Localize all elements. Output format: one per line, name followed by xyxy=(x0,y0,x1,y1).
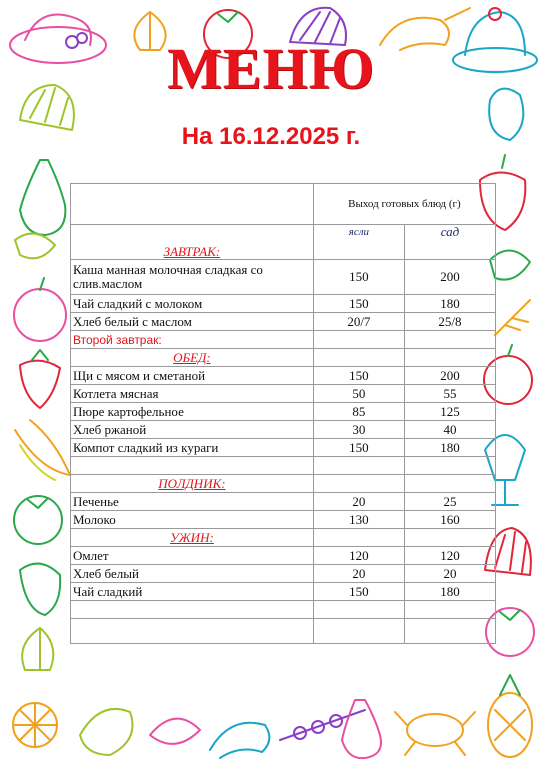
crab-icon xyxy=(395,712,475,755)
empty-cell xyxy=(404,457,495,475)
table-row xyxy=(71,583,496,601)
empty-cell xyxy=(313,619,404,644)
kebab-icon xyxy=(280,710,365,740)
dish-name: Хлеб ржаной xyxy=(71,421,314,439)
nursery-portion: 50 xyxy=(313,385,404,403)
nursery-portion: 20 xyxy=(313,565,404,583)
tomato-icon xyxy=(14,496,62,544)
dish-name: Котлета мясная xyxy=(71,385,314,403)
table-row xyxy=(71,295,496,313)
empty-cell xyxy=(404,331,495,349)
empty-cell xyxy=(404,349,495,367)
dish-name: Пюре картофельное xyxy=(71,403,314,421)
table-row xyxy=(71,439,496,457)
garden-portion: 20 xyxy=(404,565,495,583)
section-breakfast: ЗАВТРАК: xyxy=(71,225,314,260)
dish-name: Компот сладкий из кураги xyxy=(71,439,314,457)
nursery-portion: 20/7 xyxy=(313,313,404,331)
dish-name: Каша манная молочная сладкая со слив.маслом xyxy=(71,260,314,295)
empty-cell xyxy=(313,601,404,619)
empty-row xyxy=(71,601,496,619)
garden-portion: 180 xyxy=(404,295,495,313)
nursery-portion: 150 xyxy=(313,367,404,385)
nursery-portion: 85 xyxy=(313,403,404,421)
empty-cell xyxy=(71,457,314,475)
garden-portion: 200 xyxy=(404,367,495,385)
nursery-portion: 150 xyxy=(313,295,404,313)
leaf-icon xyxy=(495,300,530,335)
section-lunch: ОБЕД: xyxy=(71,349,314,367)
dish-name: Щи с мясом и сметаной xyxy=(71,367,314,385)
nursery-portion: 150 xyxy=(313,439,404,457)
table-row xyxy=(71,547,496,565)
leaf-icon xyxy=(490,250,530,279)
section-row xyxy=(71,349,496,367)
pear-icon xyxy=(342,700,381,758)
table-row xyxy=(71,331,496,349)
nursery-portion: 30 xyxy=(313,421,404,439)
section-row xyxy=(71,529,496,547)
empty-cell xyxy=(313,349,404,367)
lemon-icon xyxy=(80,709,133,755)
table-row xyxy=(71,313,496,331)
table-row xyxy=(71,260,496,295)
table-row xyxy=(71,493,496,511)
table-row xyxy=(71,511,496,529)
empty-cell xyxy=(71,601,314,619)
banana-icon xyxy=(15,420,70,480)
menu-table xyxy=(70,183,496,644)
empty-row xyxy=(71,619,496,644)
strawberry-icon xyxy=(20,350,60,408)
empty-cell xyxy=(404,475,495,493)
table-row xyxy=(71,403,496,421)
empty-cell xyxy=(313,475,404,493)
garden-portion: 125 xyxy=(404,403,495,421)
pineapple-icon xyxy=(488,675,532,757)
kindergarten-header: сад xyxy=(404,225,495,260)
garden-portion: 180 xyxy=(404,583,495,601)
table-row xyxy=(71,385,496,403)
empty-cell xyxy=(404,619,495,644)
empty-cell xyxy=(71,619,314,644)
empty-row xyxy=(71,457,496,475)
table-row xyxy=(71,421,496,439)
garden-portion: 200 xyxy=(404,260,495,295)
garden-portion: 25/8 xyxy=(404,313,495,331)
nursery-header: ясли xyxy=(313,225,404,260)
empty-cell xyxy=(313,529,404,547)
empty-cell xyxy=(313,331,404,349)
pepper-icon xyxy=(20,564,60,615)
empty-cell xyxy=(404,529,495,547)
dish-name: Печенье xyxy=(71,493,314,511)
lemon-icon xyxy=(13,703,57,747)
header-blank-cell xyxy=(71,184,314,225)
table-header-row xyxy=(71,184,496,225)
dish-name: Омлет xyxy=(71,547,314,565)
menu-date: На 16.12.2025 г. xyxy=(181,123,361,150)
empty-cell xyxy=(313,457,404,475)
menu-title: МЕНЮ xyxy=(167,36,375,101)
table-subheader-row xyxy=(71,225,496,260)
garlic-icon xyxy=(22,628,53,670)
garden-portion: 180 xyxy=(404,439,495,457)
garden-portion: 120 xyxy=(404,547,495,565)
shrimp-icon xyxy=(210,723,269,758)
table-row xyxy=(71,565,496,583)
garden-portion: 55 xyxy=(404,385,495,403)
leaf-icon xyxy=(15,234,55,259)
dish-name: Хлеб белый xyxy=(71,565,314,583)
dish-name: Чай сладкий xyxy=(71,583,314,601)
garden-portion: 25 xyxy=(404,493,495,511)
dish-name: Чай сладкий с молоком xyxy=(71,295,314,313)
nursery-portion: 120 xyxy=(313,547,404,565)
nursery-portion: 130 xyxy=(313,511,404,529)
nursery-portion: 20 xyxy=(313,493,404,511)
section-row xyxy=(71,475,496,493)
section-snack: ПОЛДНИК: xyxy=(71,475,314,493)
apple-icon xyxy=(14,278,66,341)
garden-portion: 160 xyxy=(404,511,495,529)
section-second-breakfast: Второй завтрак: xyxy=(71,331,314,349)
dish-name: Хлеб белый с маслом xyxy=(71,313,314,331)
dish-name: Молоко xyxy=(71,511,314,529)
nursery-portion: 150 xyxy=(313,260,404,295)
leaf-icon xyxy=(150,719,200,744)
empty-cell xyxy=(404,601,495,619)
table-row xyxy=(71,367,496,385)
garden-portion: 40 xyxy=(404,421,495,439)
section-dinner: УЖИН: xyxy=(71,529,314,547)
output-header: Выход готовых блюд (г) xyxy=(313,184,495,225)
pear-icon xyxy=(20,160,65,235)
nursery-portion: 150 xyxy=(313,583,404,601)
